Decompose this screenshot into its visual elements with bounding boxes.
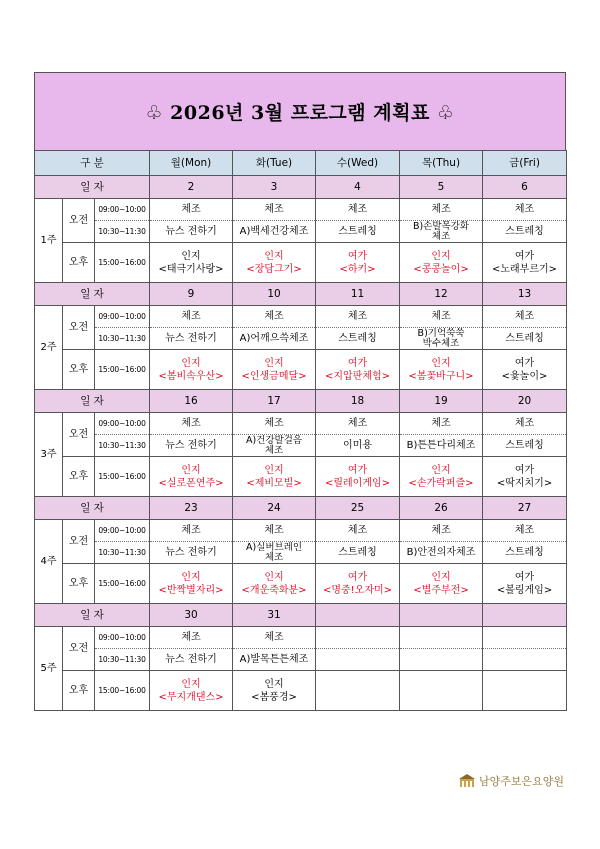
date-cell (316, 604, 400, 627)
activity-text: 스트레칭 (505, 333, 544, 344)
activity-cell (483, 671, 567, 711)
week-label: 3주 (35, 413, 63, 497)
activity-text: 체조 (347, 418, 368, 429)
activity-text: 인지 (181, 571, 201, 583)
date-cell: 11 (316, 283, 400, 306)
activity-text: 스트레칭 (505, 440, 544, 451)
activity-text: <딱지치기> (496, 477, 553, 489)
period-pm: 오후 (63, 350, 95, 390)
date-label: 일 자 (35, 176, 150, 199)
activity-text: 체조 (181, 311, 201, 322)
activity-text: 인지 (264, 571, 284, 583)
activity-text: 인지 (181, 250, 201, 262)
activity-cell (150, 457, 233, 497)
activity-cell (316, 649, 400, 671)
activity-text: 인지 (181, 357, 201, 369)
activity-cell (316, 413, 400, 435)
activity-text: 체조 (181, 204, 201, 215)
activity-text: 체조 (264, 632, 284, 643)
time-cell: 10:30~11:30 (95, 435, 150, 457)
footer-org-name: 남양주보은요양원 (478, 775, 564, 788)
activity-text: 체조 (264, 525, 284, 536)
activity-cell (400, 221, 483, 243)
week-label: 5주 (35, 627, 63, 711)
activity-text: <장담그기> (246, 263, 302, 275)
activity-text: <하키> (339, 263, 376, 275)
activity-text: <개운죽화분> (241, 584, 307, 596)
date-cell: 5 (400, 176, 483, 199)
activity-cell (316, 350, 400, 390)
date-row (35, 176, 567, 199)
date-label: 일 자 (35, 497, 150, 520)
activity-cell (400, 413, 483, 435)
header-day: 금(Fri) (483, 151, 567, 176)
period-pm: 오후 (63, 243, 95, 283)
slot-row-morning-2 (35, 542, 567, 564)
activity-text: 체조 (431, 230, 451, 242)
page-title: ♧ 2026년 3월 프로그램 계획표 ♧ (145, 102, 455, 124)
activity-text: 스트레칭 (505, 547, 544, 558)
slot-row-morning-1 (35, 413, 567, 435)
time-cell: 10:30~11:30 (95, 221, 150, 243)
activity-text: 체조 (264, 418, 284, 429)
date-row (35, 604, 567, 627)
activity-text: 박수체조 (422, 337, 460, 349)
activity-cell (483, 306, 567, 328)
date-cell: 13 (483, 283, 567, 306)
activity-text: 인지 (431, 250, 451, 262)
date-label: 일 자 (35, 390, 150, 413)
activity-text: 인지 (431, 464, 451, 476)
activity-cell (316, 221, 400, 243)
activity-text: 체조 (181, 525, 201, 536)
activity-cell (316, 671, 400, 711)
period-pm: 오후 (63, 457, 95, 497)
date-cell: 31 (233, 604, 316, 627)
activity-text: 인지 (264, 678, 284, 690)
activity-text: 여가 (514, 571, 535, 583)
activity-text: <봄꽃바구니> (408, 370, 474, 382)
activity-cell (233, 627, 316, 649)
activity-cell (150, 564, 233, 604)
activity-text: B)안전의자체조 (406, 547, 476, 558)
date-cell: 17 (233, 390, 316, 413)
activity-text: 체조 (431, 525, 451, 536)
activity-text: <제비모빌> (246, 477, 302, 489)
activity-cell (400, 542, 483, 564)
time-cell: 10:30~11:30 (95, 649, 150, 671)
activity-text: 여가 (347, 250, 368, 262)
activity-cell (233, 671, 316, 711)
time-cell: 15:00~16:00 (95, 671, 150, 711)
activity-cell (150, 221, 233, 243)
date-cell: 4 (316, 176, 400, 199)
activity-text: 인지 (181, 464, 201, 476)
activity-text: 체조 (347, 204, 368, 215)
activity-text: 스트레칭 (338, 547, 377, 558)
slot-row-morning-1 (35, 306, 567, 328)
schedule-sheet (34, 72, 566, 711)
slot-row-morning-1 (35, 199, 567, 221)
period-am: 오전 (63, 306, 95, 350)
activity-text: <실로폰연주> (158, 477, 224, 489)
activity-cell (483, 199, 567, 221)
activity-text: 뉴스 전하기 (165, 440, 217, 451)
activity-cell (483, 564, 567, 604)
slot-row-afternoon (35, 243, 567, 283)
activity-text: 인지 (431, 357, 451, 369)
activity-cell (483, 413, 567, 435)
building-logo-icon (459, 774, 475, 788)
time-cell: 15:00~16:00 (95, 457, 150, 497)
activity-cell (400, 627, 483, 649)
slot-row-afternoon (35, 671, 567, 711)
date-cell (483, 604, 567, 627)
activity-text: 인지 (431, 571, 451, 583)
title-banner (34, 72, 566, 150)
date-cell: 23 (150, 497, 233, 520)
activity-text: <태극기사랑> (158, 263, 224, 275)
activity-text: 스트레칭 (338, 333, 377, 344)
activity-cell (400, 457, 483, 497)
activity-text: 여가 (514, 357, 535, 369)
activity-cell (233, 457, 316, 497)
activity-text: A)어깨으쓱체조 (239, 333, 309, 344)
time-cell: 10:30~11:30 (95, 328, 150, 350)
activity-cell (483, 542, 567, 564)
date-cell: 2 (150, 176, 233, 199)
date-cell: 10 (233, 283, 316, 306)
activity-cell (233, 564, 316, 604)
activity-text: 체조 (264, 551, 284, 563)
schedule-table (34, 150, 567, 711)
time-cell: 09:00~10:00 (95, 199, 150, 221)
activity-cell (316, 435, 400, 457)
activity-text: 뉴스 전하기 (165, 654, 217, 665)
activity-text: 인지 (264, 464, 284, 476)
activity-text: <볼링게임> (496, 584, 553, 596)
activity-cell (483, 457, 567, 497)
activity-text: B)손발목강화 (412, 220, 470, 232)
activity-text: <인생금메달> (241, 370, 307, 382)
slot-row-morning-1 (35, 627, 567, 649)
activity-cell (233, 199, 316, 221)
activity-text: 체조 (431, 418, 451, 429)
activity-cell (233, 520, 316, 542)
activity-text: A)건강발걸음 (245, 434, 303, 446)
week-label: 1주 (35, 199, 63, 283)
activity-cell (150, 520, 233, 542)
activity-cell (316, 457, 400, 497)
activity-text: 여가 (347, 571, 368, 583)
activity-cell (483, 435, 567, 457)
week-label: 4주 (35, 520, 63, 604)
activity-text: A)실버브레인 (245, 541, 303, 553)
activity-cell (400, 306, 483, 328)
activity-cell (400, 564, 483, 604)
date-cell: 18 (316, 390, 400, 413)
activity-cell (150, 243, 233, 283)
activity-cell (233, 243, 316, 283)
activity-cell (233, 649, 316, 671)
activity-text: A)백세건강체조 (239, 226, 309, 237)
activity-text: 인지 (181, 678, 201, 690)
activity-cell (233, 413, 316, 435)
activity-cell (316, 243, 400, 283)
activity-cell (233, 306, 316, 328)
date-cell: 3 (233, 176, 316, 199)
activity-cell (483, 350, 567, 390)
activity-cell (400, 328, 483, 350)
activity-cell (233, 328, 316, 350)
activity-text: 뉴스 전하기 (165, 226, 217, 237)
activity-text: 체조 (514, 204, 535, 215)
activity-cell (400, 350, 483, 390)
header-category: 구 분 (35, 151, 150, 176)
activity-text: A)발목튼튼체조 (239, 654, 309, 665)
activity-text: B)튼튼다리체조 (406, 440, 476, 451)
activity-cell (150, 649, 233, 671)
activity-text: <윷놀이> (501, 370, 548, 382)
activity-cell (483, 520, 567, 542)
activity-cell (400, 435, 483, 457)
period-pm: 오후 (63, 671, 95, 711)
activity-text: 여가 (514, 464, 535, 476)
time-cell: 15:00~16:00 (95, 564, 150, 604)
date-label: 일 자 (35, 604, 150, 627)
activity-cell (150, 199, 233, 221)
header-day: 수(Wed) (316, 151, 400, 176)
activity-cell (483, 243, 567, 283)
activity-cell (233, 435, 316, 457)
activity-cell (483, 627, 567, 649)
activity-cell (400, 520, 483, 542)
header-day: 월(Mon) (150, 151, 233, 176)
date-cell (400, 604, 483, 627)
activity-text: 여가 (514, 250, 535, 262)
header-day: 화(Tue) (233, 151, 316, 176)
date-cell: 6 (483, 176, 567, 199)
date-label: 일 자 (35, 283, 150, 306)
time-cell: 09:00~10:00 (95, 413, 150, 435)
footer-org (459, 773, 564, 789)
activity-text: 체조 (181, 632, 201, 643)
activity-text: B)기억쑥쑥 (417, 327, 465, 339)
header-day: 목(Thu) (400, 151, 483, 176)
date-cell: 12 (400, 283, 483, 306)
time-cell: 09:00~10:00 (95, 306, 150, 328)
activity-cell (233, 350, 316, 390)
activity-text: <무지개댄스> (158, 691, 224, 703)
activity-cell (316, 564, 400, 604)
activity-text: <별주부전> (413, 584, 469, 596)
period-am: 오전 (63, 627, 95, 671)
time-cell: 09:00~10:00 (95, 627, 150, 649)
activity-text: <반짝별자리> (158, 584, 224, 596)
activity-cell (150, 671, 233, 711)
slot-row-morning-2 (35, 435, 567, 457)
activity-text: 여가 (347, 357, 368, 369)
header-row (35, 151, 567, 176)
date-row (35, 283, 567, 306)
activity-cell (316, 328, 400, 350)
date-cell: 26 (400, 497, 483, 520)
activity-cell (233, 542, 316, 564)
activity-text: 체조 (514, 418, 535, 429)
period-am: 오전 (63, 520, 95, 564)
week-label: 2주 (35, 306, 63, 390)
activity-cell (316, 542, 400, 564)
slot-row-morning-2 (35, 221, 567, 243)
activity-cell (400, 649, 483, 671)
activity-text: 뉴스 전하기 (165, 547, 217, 558)
activity-text: <릴레이게임> (324, 477, 391, 489)
activity-cell (400, 199, 483, 221)
date-cell: 19 (400, 390, 483, 413)
date-cell: 20 (483, 390, 567, 413)
date-cell: 27 (483, 497, 567, 520)
activity-cell (400, 671, 483, 711)
activity-text: 이미용 (343, 440, 372, 451)
activity-cell (150, 542, 233, 564)
activity-cell (483, 221, 567, 243)
activity-text: <콩콩놀이> (413, 263, 469, 275)
time-cell: 15:00~16:00 (95, 243, 150, 283)
activity-cell (150, 328, 233, 350)
slot-row-afternoon (35, 564, 567, 604)
activity-text: 스트레칭 (338, 226, 377, 237)
activity-text: 여가 (347, 464, 368, 476)
activity-text: 체조 (431, 311, 451, 322)
activity-text: <봄풍경> (251, 691, 297, 703)
date-cell: 30 (150, 604, 233, 627)
slot-row-afternoon (35, 457, 567, 497)
activity-cell (150, 435, 233, 457)
period-pm: 오후 (63, 564, 95, 604)
slot-row-afternoon (35, 350, 567, 390)
activity-cell (150, 306, 233, 328)
activity-text: <손가락퍼즐> (408, 477, 474, 489)
slot-row-morning-2 (35, 328, 567, 350)
time-cell: 10:30~11:30 (95, 542, 150, 564)
activity-cell (316, 306, 400, 328)
activity-cell (150, 627, 233, 649)
activity-text: <지압판체험> (324, 370, 391, 382)
activity-text: 체조 (514, 525, 535, 536)
period-am: 오전 (63, 199, 95, 243)
activity-cell (483, 649, 567, 671)
date-cell: 25 (316, 497, 400, 520)
activity-text: 체조 (431, 204, 451, 215)
activity-cell (150, 413, 233, 435)
date-cell: 24 (233, 497, 316, 520)
activity-cell (483, 328, 567, 350)
activity-cell (316, 520, 400, 542)
activity-cell (400, 243, 483, 283)
date-row (35, 390, 567, 413)
activity-cell (233, 221, 316, 243)
slot-row-morning-2 (35, 649, 567, 671)
slot-row-morning-1 (35, 520, 567, 542)
date-row (35, 497, 567, 520)
activity-cell (316, 199, 400, 221)
date-cell: 16 (150, 390, 233, 413)
time-cell: 15:00~16:00 (95, 350, 150, 390)
activity-text: 체조 (264, 204, 284, 215)
activity-text: 체조 (264, 444, 284, 456)
activity-text: 체조 (181, 418, 201, 429)
activity-text: 스트레칭 (505, 226, 544, 237)
activity-text: <노래부르기> (491, 263, 558, 275)
activity-text: 인지 (264, 250, 284, 262)
activity-text: 인지 (264, 357, 284, 369)
activity-text: 체조 (514, 311, 535, 322)
activity-text: 체조 (347, 525, 368, 536)
date-cell: 9 (150, 283, 233, 306)
activity-text: <명중!오자미> (322, 584, 393, 596)
activity-text: 체조 (347, 311, 368, 322)
period-am: 오전 (63, 413, 95, 457)
activity-text: 체조 (264, 311, 284, 322)
activity-text: 뉴스 전하기 (165, 333, 217, 344)
activity-cell (316, 627, 400, 649)
schedule-body (35, 151, 567, 711)
activity-cell (150, 350, 233, 390)
time-cell: 09:00~10:00 (95, 520, 150, 542)
activity-text: <봄비속우산> (158, 370, 224, 382)
